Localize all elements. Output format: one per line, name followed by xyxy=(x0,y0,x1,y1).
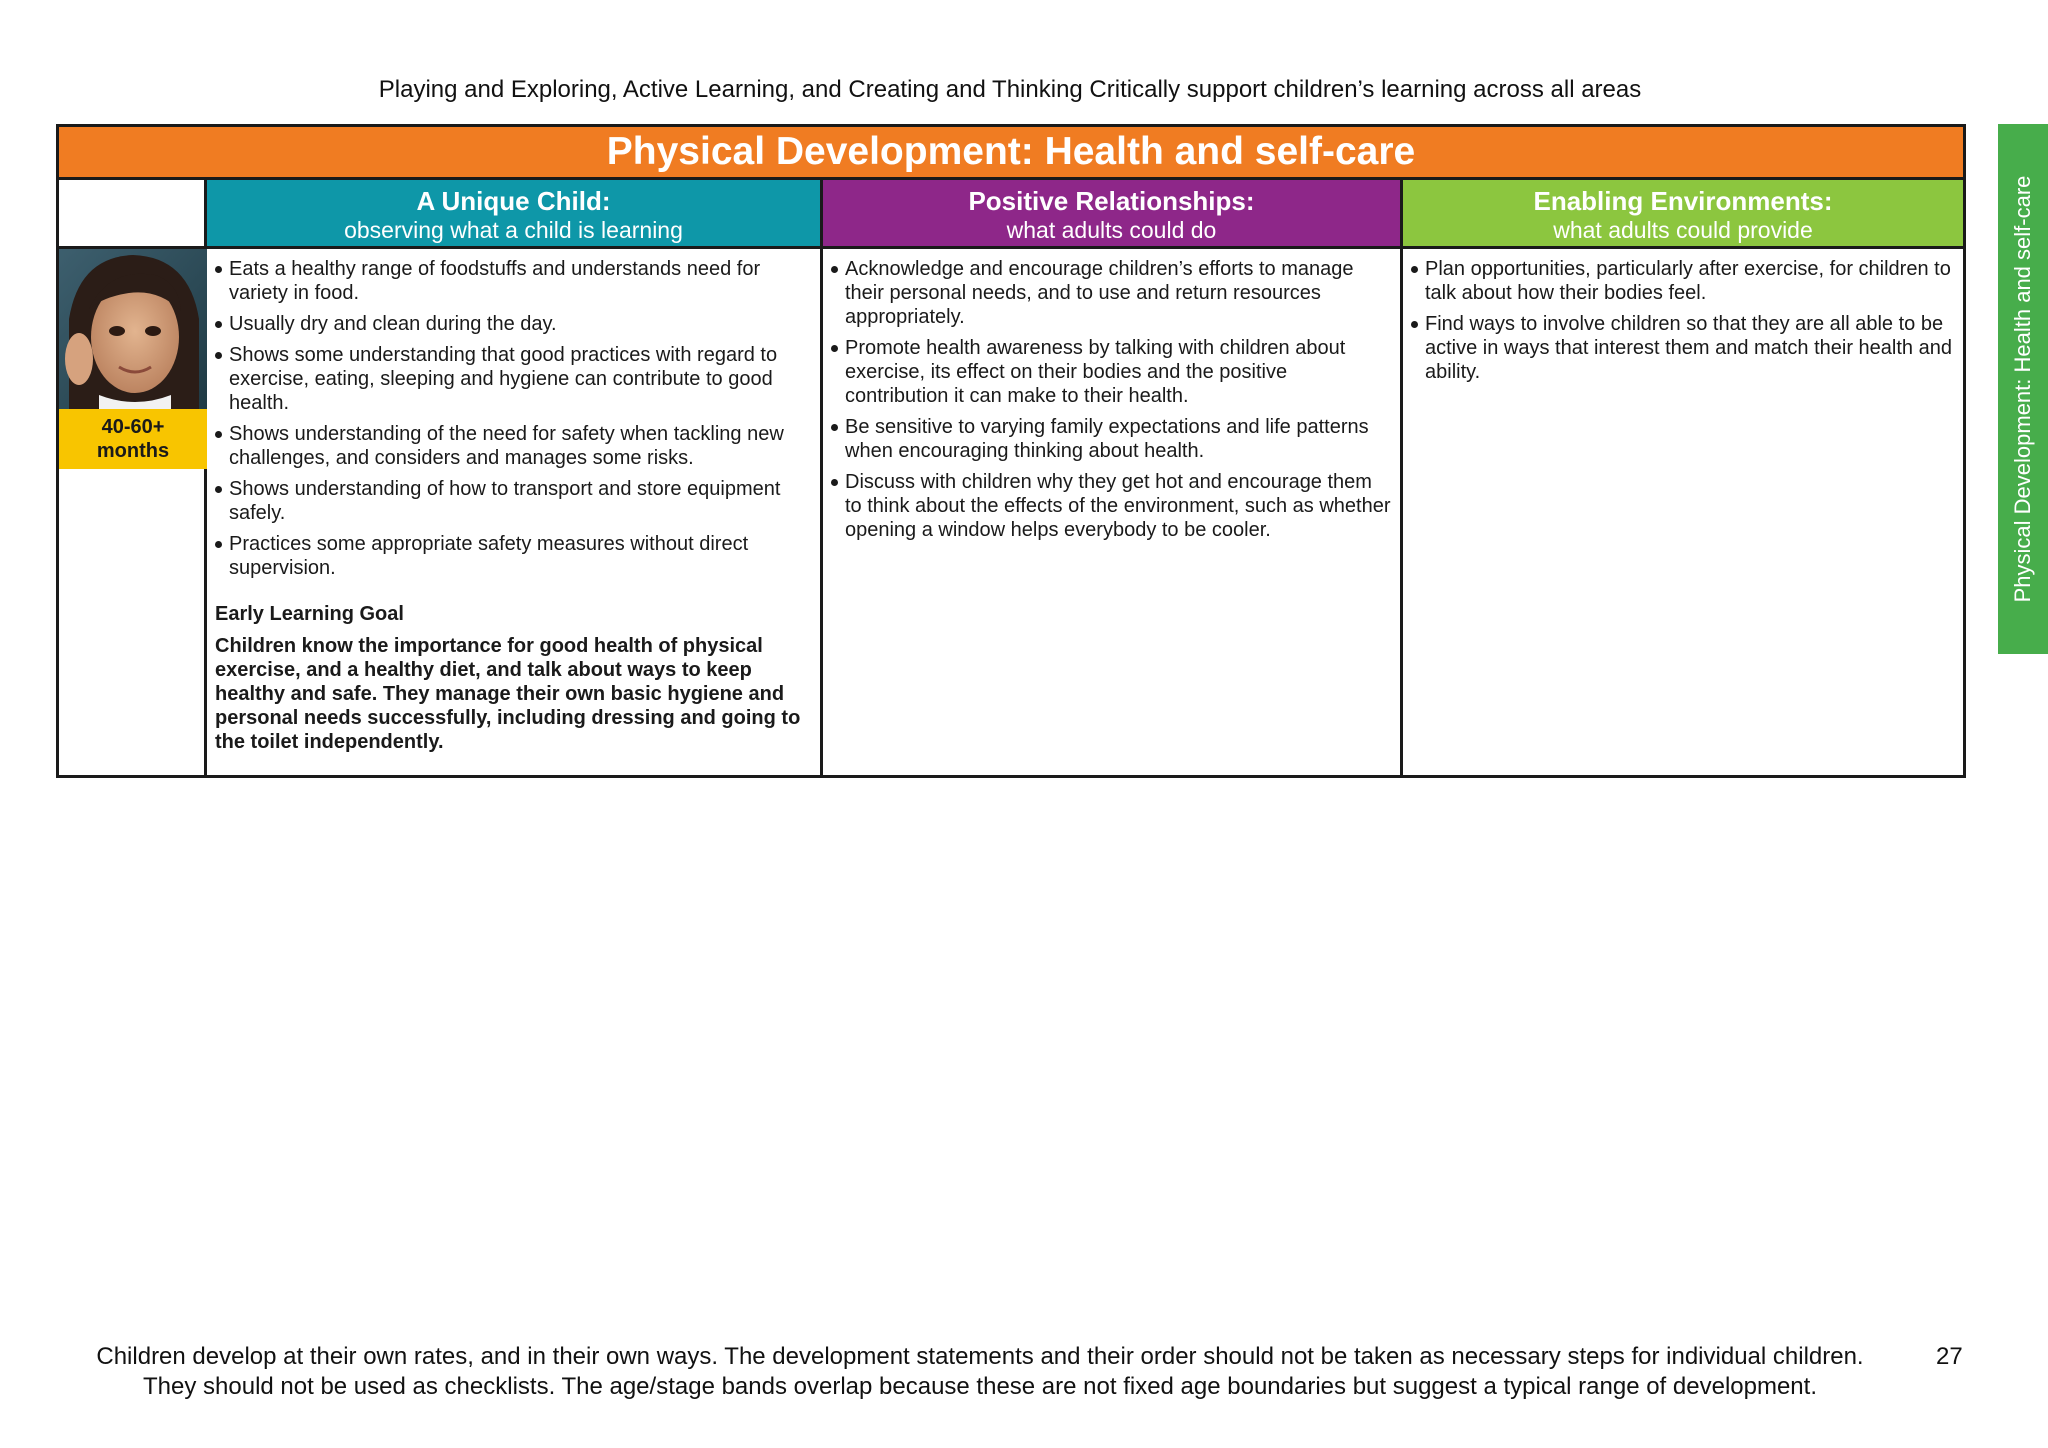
list-item: Be sensitive to varying family expectations and life patterns when encouraging thinking about health. xyxy=(831,415,1392,463)
list-item: Usually dry and clean during the day. xyxy=(215,312,812,336)
footer-note xyxy=(60,1342,1900,1402)
unique-child-cell xyxy=(207,249,823,775)
column-header-row xyxy=(59,180,1963,249)
positive-relationships-list xyxy=(831,257,1392,542)
list-item: Shows understanding of how to transport and store equipment safely. xyxy=(215,477,812,525)
positive-relationships-subtitle: what adults could do xyxy=(1006,217,1217,243)
list-item: Plan opportunities, particularly after exercise, for children to talk about how their bodies feel. xyxy=(1411,257,1955,305)
positive-relationships-header xyxy=(823,180,1403,246)
enabling-environments-subtitle: what adults could provide xyxy=(1553,217,1813,243)
age-cell xyxy=(59,249,207,775)
unique-child-title: A Unique Child: xyxy=(416,186,611,216)
child-photo xyxy=(59,249,207,409)
footer-line1: Children develop at their own rates, and in their own ways. The development statements and their order should not be taken as necessary steps for individual children. xyxy=(96,1343,1864,1370)
side-section-tab xyxy=(1998,124,2048,654)
list-item: Practices some appropriate safety measures without direct supervision. xyxy=(215,532,812,580)
list-item: Shows understanding of the need for safety when tackling new challenges, and considers and manages some risks. xyxy=(215,422,812,470)
list-item: Acknowledge and encourage children’s efforts to manage their personal needs, and to use and return resources appropriately. xyxy=(831,257,1392,329)
early-learning-goal-title: Early Learning Goal xyxy=(215,603,404,625)
age-band-line2: months xyxy=(96,440,170,462)
page-title: Physical Development: Health and self-care xyxy=(59,127,1963,180)
unique-child-subtitle: observing what a child is learning xyxy=(344,217,683,243)
unique-child-list xyxy=(215,257,812,580)
enabling-environments-header xyxy=(1403,180,1963,246)
enabling-environments-cell xyxy=(1403,249,1963,775)
list-item: Eats a healthy range of foodstuffs and understands need for variety in food. xyxy=(215,257,812,305)
content-row xyxy=(59,249,1963,775)
list-item: Find ways to involve children so that they are all able to be active in ways that interest them and match their health and ability. xyxy=(1411,312,1955,384)
age-band-line1: 40-60+ xyxy=(101,416,165,438)
enabling-environments-title: Enabling Environments: xyxy=(1533,186,1833,216)
side-tab-label: Physical Development: Health and self-care xyxy=(2010,175,2035,603)
unique-child-header xyxy=(207,180,823,246)
positive-relationships-title: Positive Relationships: xyxy=(968,186,1255,216)
age-header-blank xyxy=(59,180,207,246)
list-item: Shows some understanding that good practices with regard to exercise, eating, sleeping and hygiene can contribute to good health. xyxy=(215,343,812,415)
list-item: Promote health awareness by talking with children about exercise, its effect on their bodies and the positive contribution it can make to their health. xyxy=(831,336,1392,408)
list-item: Discuss with children why they get hot and encourage them to think about the effects of the environment, such as whether opening a window helps everybody to be cooler. xyxy=(831,470,1392,542)
top-caption: Playing and Exploring, Active Learning, and Creating and Thinking Critically support children’s learning across all areas xyxy=(378,76,1642,103)
footer-line2: They should not be used as checklists. The age/stage bands overlap because these are not fixed age boundaries but suggest a typical range of development. xyxy=(143,1373,1817,1400)
development-table xyxy=(56,124,1966,778)
age-band-badge xyxy=(59,409,207,469)
early-learning-goal-text: Children know the importance for good health of physical exercise, and a healthy diet, and talk about ways to keep healthy and safe. They manage their own basic hygiene and personal needs successfully, including dressing and going to the toilet independently. xyxy=(215,635,801,753)
enabling-environments-list xyxy=(1411,257,1955,384)
page-number: 27 xyxy=(1936,1343,1963,1370)
positive-relationships-cell xyxy=(823,249,1403,775)
